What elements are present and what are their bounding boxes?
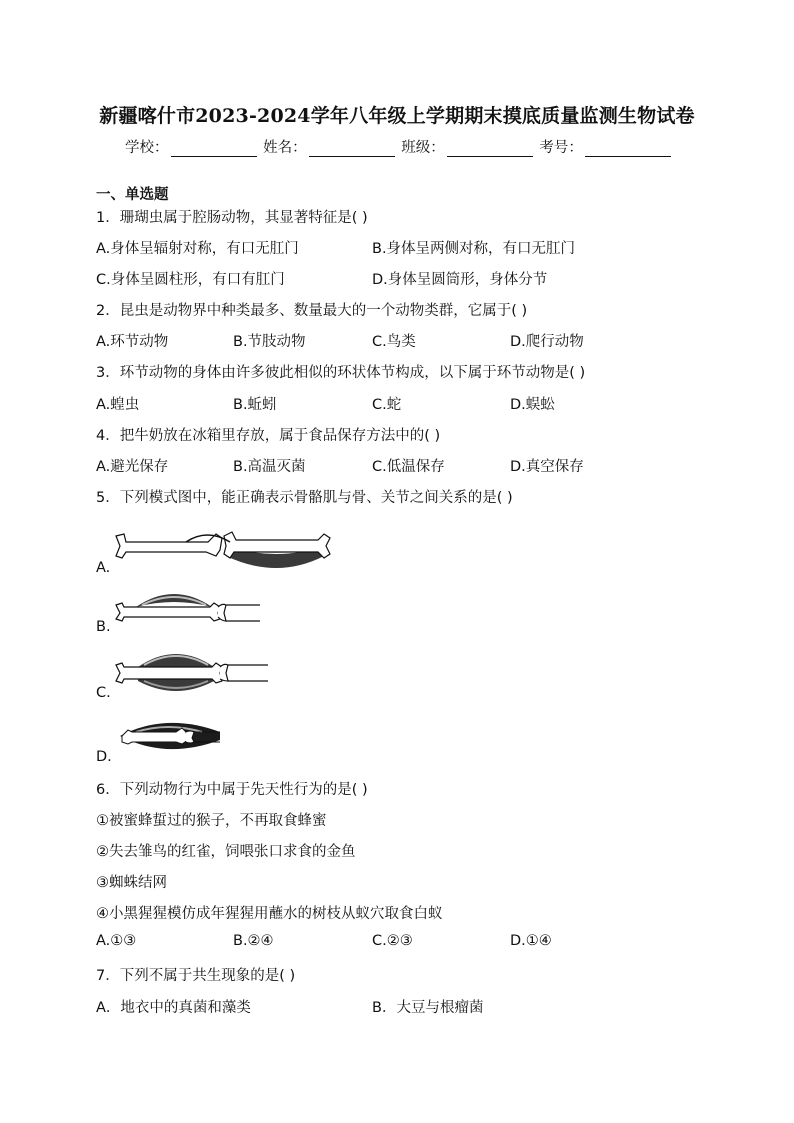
q3-option-b: B.蚯蚓 [233,397,277,413]
question-2-stem: 2．昆虫是动物界中种类最多、数量最大的一个动物类群，它属于( ) [96,303,528,319]
class-label: 班级： [401,140,445,156]
number-label: 考号： [539,140,583,156]
question-1-stem: 1．珊瑚虫属于腔肠动物，其显著特征是( ) [96,210,368,226]
q1-option-c: C.身体呈圆柱形，有口有肛门 [96,272,285,288]
muscle-bone-diagram-c [114,645,272,697]
muscle-bone-diagram-a [112,522,334,574]
muscle-bone-diagram-d [116,718,224,754]
q2-option-b: B.节肢动物 [233,334,306,350]
q1-option-d: D.身体呈圆筒形，身体分节 [372,272,548,288]
q6-item-2: ②失去雏鸟的红雀，饲喂张口求食的金鱼 [96,844,356,860]
q6-option-b: B.②④ [233,933,274,949]
q7-option-a: A．地衣中的真菌和藻类 [96,1000,251,1016]
student-info-line [125,136,673,157]
page-title: 新疆喀什市2023-2024学年八年级上学期期末摸底质量监测生物试卷 [99,105,695,127]
q5-option-d-label: D. [96,749,112,765]
q2-option-a: A.环节动物 [96,334,169,350]
q1-option-b: B.身体呈两侧对称，有口无肛门 [372,241,576,257]
q3-option-c: C.蛇 [372,397,402,413]
question-6-stem: 6．下列动物行为中属于先天性行为的是( ) [96,782,368,798]
q5-option-c-label: C. [96,685,111,701]
class-blank[interactable] [447,142,533,157]
q4-option-c: C.低温保存 [372,459,445,475]
number-blank[interactable] [585,142,671,157]
school-label: 学校： [125,140,169,156]
q4-option-d: D.真空保存 [510,459,584,475]
q6-option-a: A.①③ [96,933,137,949]
name-label: 姓名： [263,140,307,156]
question-4-stem: 4．把牛奶放在冰箱里存放，属于食品保存方法中的( ) [96,428,441,444]
question-5-stem: 5．下列模式图中，能正确表示骨骼肌与骨、关节之间关系的是( ) [96,490,513,506]
section-heading: 一、单选题 [96,187,169,203]
q7-option-b: B．大豆与根瘤菌 [372,1000,484,1016]
q5-option-b-label: B. [96,619,111,635]
q6-option-d: D.①④ [510,933,552,949]
q2-option-d: D.爬行动物 [510,334,584,350]
name-blank[interactable] [309,142,395,157]
q5-option-a-label: A. [96,560,111,576]
q3-option-a: A.蝗虫 [96,397,140,413]
q3-option-d: D.蜈蚣 [510,397,555,413]
question-7-stem: 7．下列不属于共生现象的是( ) [96,968,296,984]
q2-option-c: C.鸟类 [372,334,416,350]
q6-option-c: C.②③ [372,933,413,949]
q1-option-a: A.身体呈辐射对称，有口无肛门 [96,241,299,257]
q4-option-a: A.避光保存 [96,459,169,475]
muscle-bone-diagram-b [114,587,262,625]
q4-option-b: B.高温灭菌 [233,459,306,475]
school-blank[interactable] [171,142,257,157]
question-3-stem: 3．环节动物的身体由许多彼此相似的环状体节构成，以下属于环节动物是( ) [96,365,586,381]
q6-item-4: ④小黑猩猩模仿成年猩猩用蘸水的树枝从蚁穴取食白蚁 [96,906,443,922]
q6-item-1: ①被蜜蜂蜇过的猴子，不再取食蜂蜜 [96,813,327,829]
q6-item-3: ③蜘蛛结网 [96,875,167,891]
